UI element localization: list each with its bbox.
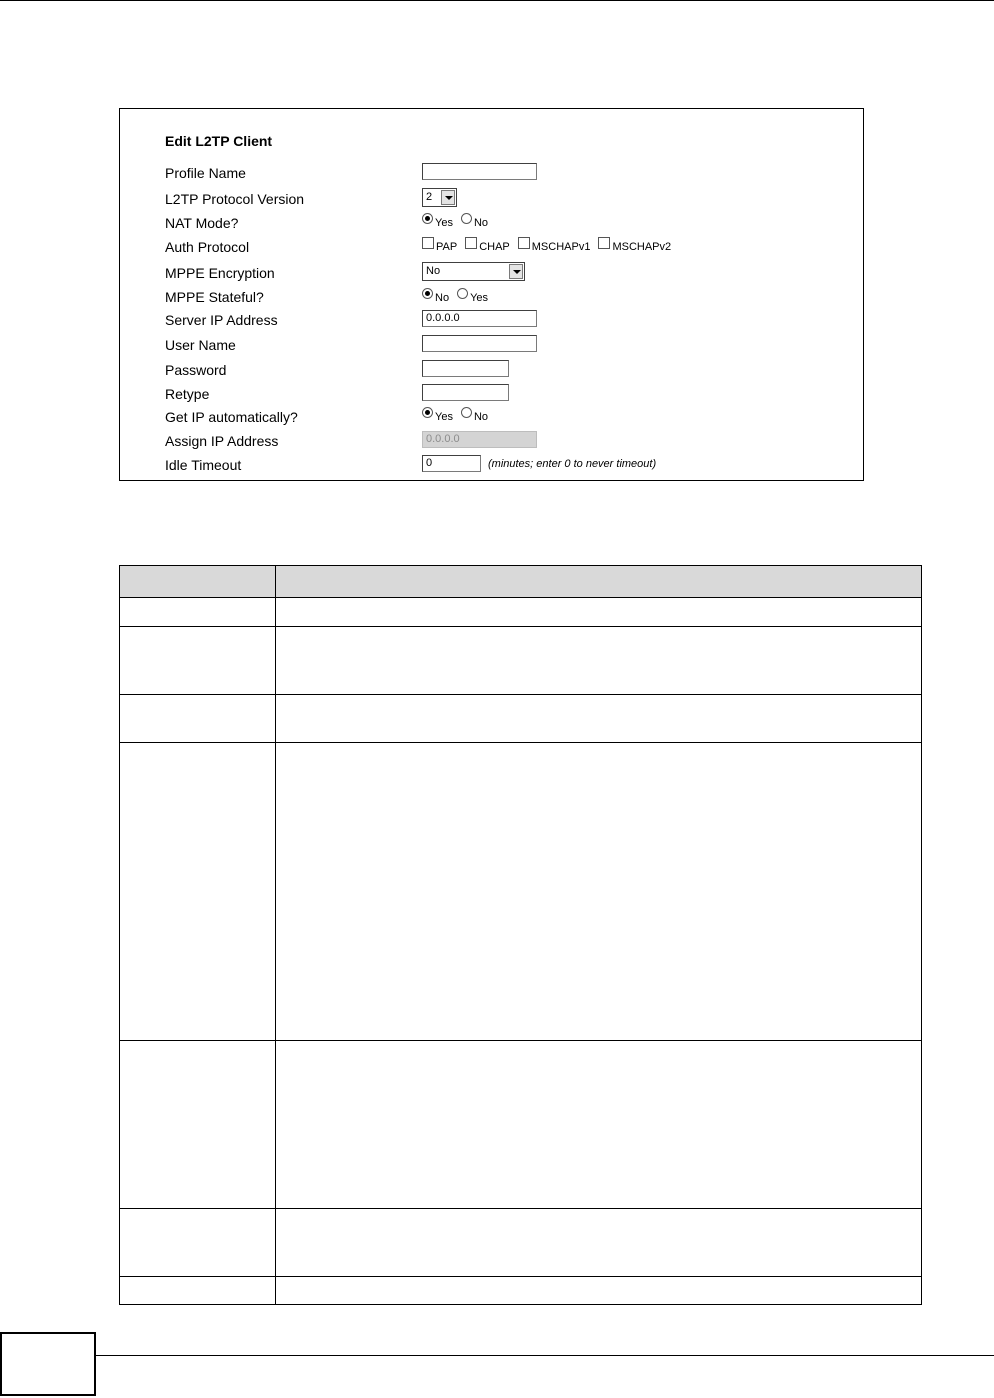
panel-title: Edit L2TP Client bbox=[165, 133, 273, 149]
auth-chap-checkbox[interactable] bbox=[465, 237, 477, 249]
nat-yes-radio[interactable] bbox=[422, 213, 433, 224]
table-cell bbox=[276, 1209, 922, 1277]
auth-protocol-options bbox=[422, 237, 679, 253]
get-ip-auto-label: Get IP automatically? bbox=[165, 409, 298, 425]
server-ip-label: Server IP Address bbox=[165, 312, 278, 328]
table-cell bbox=[120, 1277, 276, 1305]
table-cell bbox=[120, 598, 276, 627]
password-label: Password bbox=[165, 362, 227, 378]
protocol-version-select[interactable] bbox=[422, 188, 457, 207]
table-header-row bbox=[120, 566, 922, 598]
nat-mode-label: NAT Mode? bbox=[165, 215, 239, 231]
table-cell bbox=[276, 695, 922, 743]
auth-mschapv2-checkbox[interactable] bbox=[598, 237, 610, 249]
top-rule bbox=[0, 0, 994, 1]
password-input[interactable] bbox=[422, 360, 509, 377]
idle-timeout-input[interactable]: 0 bbox=[422, 455, 481, 472]
auth-chap-label: CHAP bbox=[479, 241, 510, 253]
nat-no-radio[interactable] bbox=[461, 213, 472, 224]
getip-yes-label: Yes bbox=[435, 411, 453, 423]
table-cell bbox=[120, 1209, 276, 1277]
getip-no-label: No bbox=[473, 411, 489, 423]
idle-timeout-label: Idle Timeout bbox=[165, 457, 242, 473]
table-cell bbox=[120, 743, 276, 1041]
auth-pap-label: PAP bbox=[436, 241, 458, 253]
get-ip-auto-options bbox=[422, 407, 496, 423]
chevron-down-icon[interactable] bbox=[509, 264, 523, 279]
auth-mschapv1-label: MSCHAPv1 bbox=[531, 241, 591, 253]
mppe-encryption-value: No bbox=[426, 265, 441, 277]
nat-mode-options bbox=[422, 213, 496, 229]
retype-label: Retype bbox=[165, 386, 210, 402]
table-row bbox=[120, 1277, 922, 1305]
getip-yes-radio[interactable] bbox=[422, 407, 433, 418]
mppe-stateful-options bbox=[422, 288, 496, 304]
profile-name-input[interactable] bbox=[422, 163, 537, 180]
assign-ip-input: 0.0.0.0 bbox=[422, 431, 537, 448]
table-row bbox=[120, 743, 922, 1041]
user-name-label: User Name bbox=[165, 337, 236, 353]
user-name-input[interactable] bbox=[422, 335, 537, 352]
auth-protocol-label: Auth Protocol bbox=[165, 239, 250, 255]
table-row bbox=[120, 695, 922, 743]
mppe-encryption-select[interactable] bbox=[422, 262, 525, 281]
server-ip-input[interactable]: 0.0.0.0 bbox=[422, 310, 537, 327]
idle-timeout-hint: (minutes; enter 0 to never timeout) bbox=[488, 458, 657, 470]
table-cell bbox=[120, 627, 276, 695]
auth-mschapv1-checkbox[interactable] bbox=[518, 237, 530, 249]
stateful-no-label: No bbox=[435, 292, 450, 304]
stateful-yes-radio[interactable] bbox=[457, 288, 468, 299]
table-row bbox=[120, 598, 922, 627]
table-header-cell bbox=[276, 566, 922, 598]
table-cell bbox=[276, 743, 922, 1041]
field-description-table bbox=[119, 565, 922, 1305]
footer-rule bbox=[96, 1355, 994, 1356]
getip-no-radio[interactable] bbox=[461, 407, 472, 418]
chevron-down-icon[interactable] bbox=[441, 190, 455, 205]
table-row bbox=[120, 627, 922, 695]
table-cell bbox=[276, 627, 922, 695]
nat-yes-label: Yes bbox=[435, 217, 453, 229]
table-cell bbox=[120, 1041, 276, 1209]
assign-ip-label: Assign IP Address bbox=[165, 433, 279, 449]
nat-no-label: No bbox=[473, 217, 489, 229]
page-number-box bbox=[0, 1332, 96, 1396]
protocol-version-value: 2 bbox=[426, 191, 433, 203]
table-cell bbox=[276, 1041, 922, 1209]
mppe-encryption-label: MPPE Encryption bbox=[165, 265, 275, 281]
table-row bbox=[120, 1209, 922, 1277]
stateful-no-radio[interactable] bbox=[422, 288, 433, 299]
retype-input[interactable] bbox=[422, 384, 509, 401]
auth-mschapv2-label: MSCHAPv2 bbox=[612, 241, 672, 253]
table-header-cell bbox=[120, 566, 276, 598]
edit-l2tp-client-panel bbox=[119, 108, 864, 481]
mppe-stateful-label: MPPE Stateful? bbox=[165, 289, 264, 305]
table-cell bbox=[276, 1277, 922, 1305]
table-row bbox=[120, 1041, 922, 1209]
stateful-yes-label: Yes bbox=[470, 292, 489, 304]
table-cell bbox=[276, 598, 922, 627]
auth-pap-checkbox[interactable] bbox=[422, 237, 434, 249]
protocol-version-label: L2TP Protocol Version bbox=[165, 191, 305, 207]
table-cell bbox=[120, 695, 276, 743]
profile-name-label: Profile Name bbox=[165, 165, 246, 181]
